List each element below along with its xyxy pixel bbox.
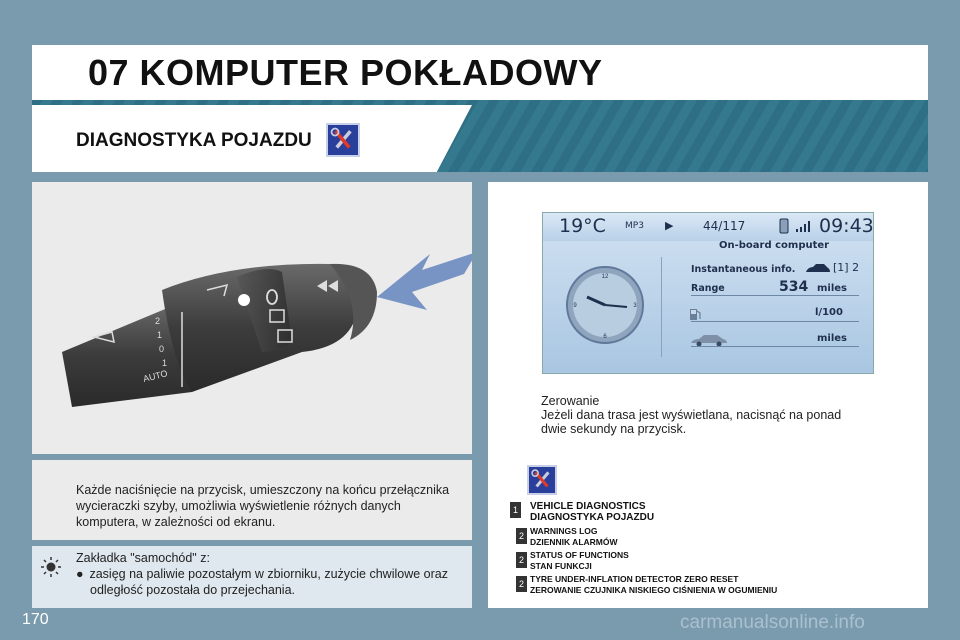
display-heading: On-board computer [719,240,830,251]
description-text: Każde naciśnięcie na przycisk, umieszczony na końcu przełącznika wycieraczki szyby, umożliwia wyświetlenie różnych danych komputera, w zależności od ekranu. [76,483,450,529]
diagnostics-tools-icon [527,465,557,495]
watermark: carmanualsonline.info [680,612,865,633]
display-separator [661,257,662,357]
car-icon [805,263,831,275]
clock-number: 9 [573,303,577,309]
menu-item-pl: DZIENNIK ALARMÓW [530,537,618,547]
car-side-icon [689,333,729,347]
stalk-button[interactable] [238,294,250,306]
menu-item-warnings-log[interactable] [530,526,618,548]
menu-item-tyre-reset[interactable] [530,574,777,596]
analog-clock-icon [565,265,645,345]
menu-item-pl: STAN FUNKCJI [530,561,592,571]
divider [691,295,859,296]
menu-level-badge: 2 [516,552,527,568]
clock-number: 6 [603,334,607,340]
fuel-pump-icon [689,307,701,321]
signal-strength-icon [795,219,813,233]
page-title: 07 KOMPUTER POKŁADOWY [88,52,603,93]
stalk-label: 0 [159,344,165,354]
trip-index: [1] 2 [833,261,860,274]
stalk-label: 2 [155,316,161,326]
reset-title: Zerowanie [541,394,600,408]
menu-item-pl: DIAGNOSTYKA POJAZDU [530,512,655,523]
menu-item-en: VEHICLE DIAGNOSTICS [530,501,646,512]
distance-unit: miles [817,333,848,344]
info-line-2: zasięg na paliwie pozostałym w zbiorniku, zużycie chwilowe oraz [89,567,448,581]
menu-item-status-of-functions[interactable] [530,550,629,572]
menu-item-en: STATUS OF FUNCTIONS [530,550,629,560]
audio-source: MP3 [625,221,644,231]
section-title: DIAGNOSTYKA POJAZDU [76,130,312,151]
reset-line-1: Jeżeli dana trasa jest wyświetlana, nacisnąć na ponad [541,408,842,422]
bullet-icon: ● [76,567,84,581]
clock-number: 3 [633,303,637,309]
info-line-3: odległość pozostała do przejechania. [90,583,295,597]
blue-arrow-icon [377,252,472,310]
clock-time: 09:43 [819,215,874,237]
track-counter: 44/117 [703,219,746,233]
temperature: 19°C [559,215,606,237]
stalk-label: AUTO [142,368,169,384]
menu-item-vehicle-diagnostics[interactable] [530,501,654,523]
divider [691,346,859,347]
reset-line-2: dwie sekundy na przycisk. [541,422,687,436]
instantaneous-label: Instantaneous info. [691,264,796,275]
play-icon: ▶ [665,219,674,232]
menu-item-pl: ZEROWANIE CZUJNIKA NISKIEGO CIŚNIENIA W OGUMIENIU [530,585,778,595]
phone-icon [779,218,789,234]
range-label: Range [691,283,725,294]
divider [691,321,859,322]
menu-item-en: TYRE UNDER-INFLATION DETECTOR ZERO RESET [530,574,739,584]
menu-level-badge: 2 [516,528,527,544]
menu-level-badge: 1 [510,502,521,518]
range-unit: miles [817,283,848,294]
wiper-stalk-illustration [32,182,472,454]
range-value: 534 [779,279,809,295]
stalk-label: 1 [162,358,168,368]
menu-level-badge: 2 [516,576,527,592]
clock-number: 12 [601,274,609,280]
info-sun-icon [40,556,62,578]
stalk-illustration-panel [32,182,472,454]
info-line-1: Zakładka "samochód" z: [76,551,210,565]
info-bullet-row [76,566,448,582]
menu-item-en: WARNINGS LOG [530,526,598,536]
consumption-unit: l/100 [815,307,843,318]
page-number: 170 [22,611,49,628]
stalk-label: 1 [157,330,163,340]
onboard-display [542,212,874,374]
diagnostics-tools-icon [326,123,360,157]
